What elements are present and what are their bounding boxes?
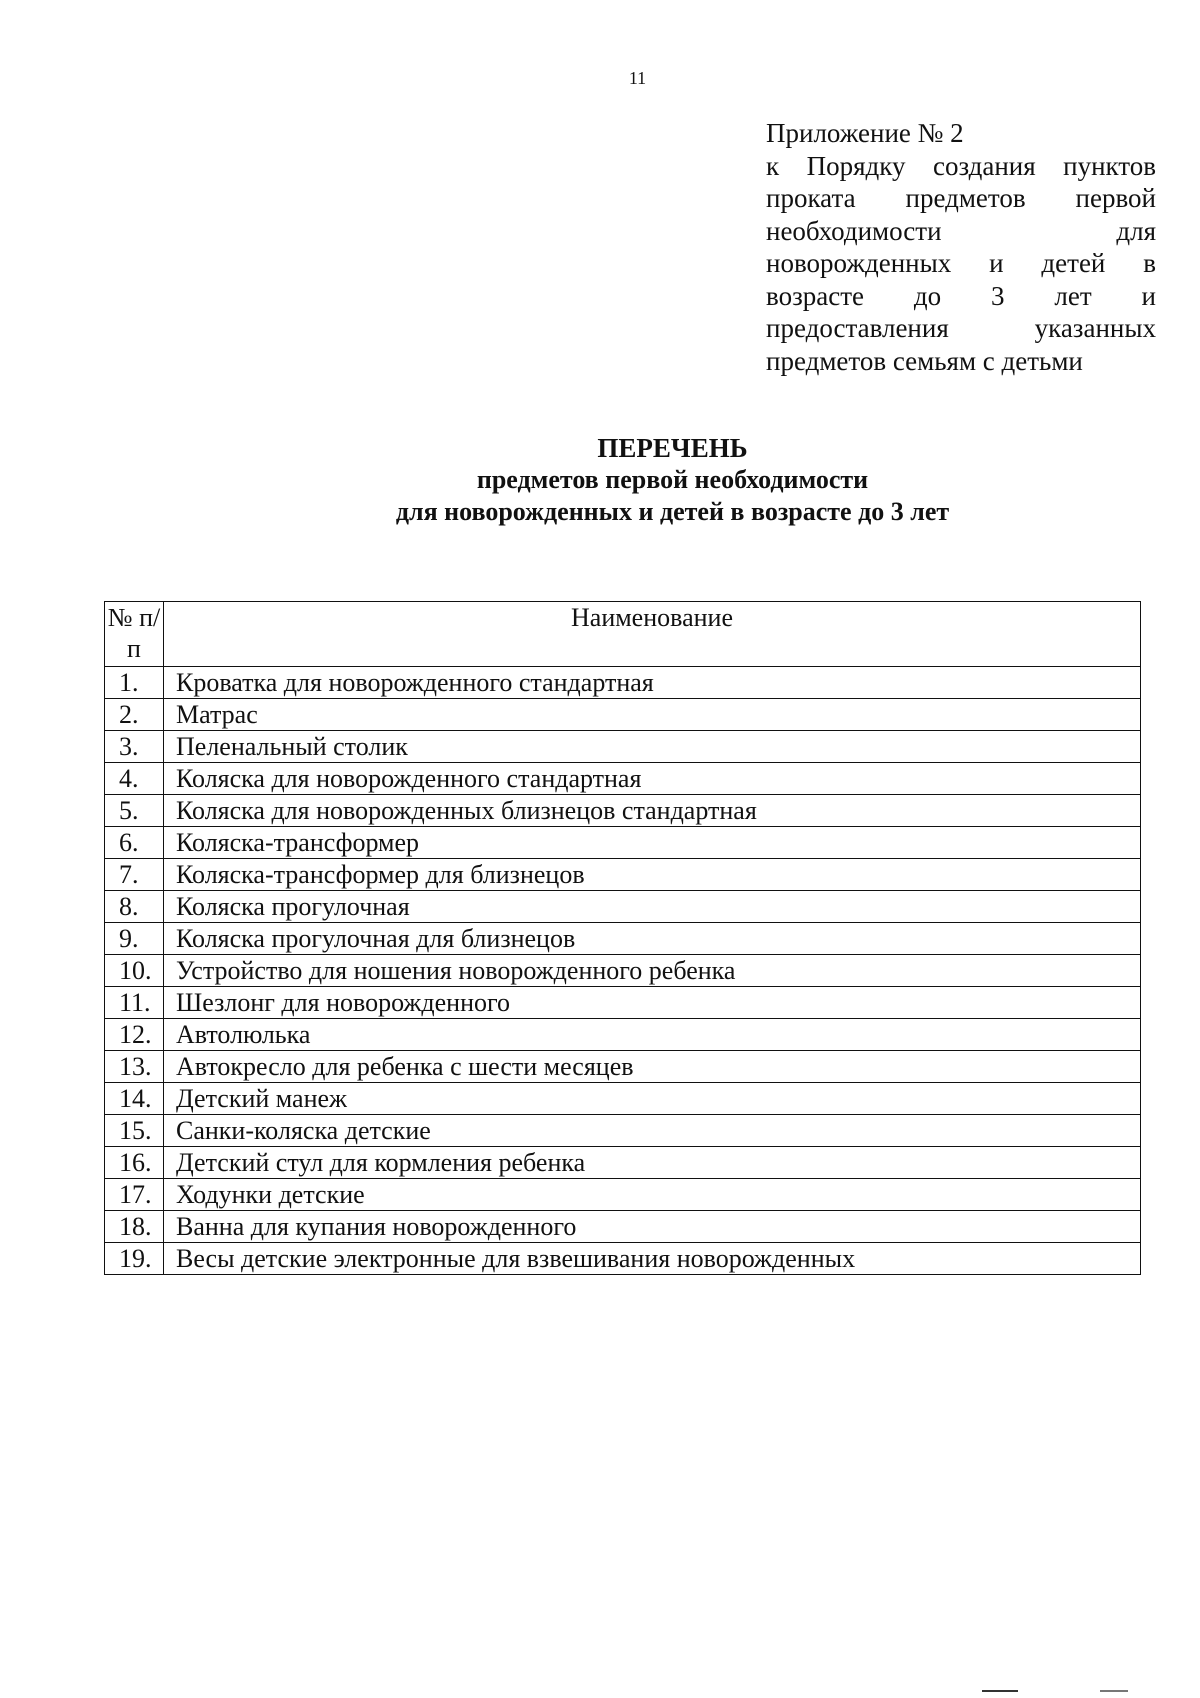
table-row xyxy=(105,1243,1141,1275)
row-number: 10. xyxy=(105,955,164,987)
row-number: 11. xyxy=(105,987,164,1019)
table-row xyxy=(105,987,1141,1019)
row-name: Детский манеж xyxy=(164,1083,1141,1115)
table-row xyxy=(105,763,1141,795)
scan-mark xyxy=(982,1690,1018,1692)
appendix-line: проката предметов первой xyxy=(766,183,1156,213)
heading-title: ПЕРЕЧЕНЬ xyxy=(597,433,748,463)
appendix-block xyxy=(766,117,1156,377)
appendix-line: новорожденных и детей в xyxy=(766,248,1156,278)
table-row xyxy=(105,859,1141,891)
row-number: 15. xyxy=(105,1115,164,1147)
row-number: 19. xyxy=(105,1243,164,1275)
row-number: 8. xyxy=(105,891,164,923)
row-name: Матрас xyxy=(164,699,1141,731)
row-name: Ванна для купания новорожденного xyxy=(164,1211,1141,1243)
appendix-title: Приложение № 2 xyxy=(766,118,964,148)
table-row xyxy=(105,667,1141,699)
heading-subtitle: предметов первой необходимости xyxy=(476,465,869,494)
document-heading xyxy=(0,432,1200,528)
row-number: 5. xyxy=(105,795,164,827)
scan-mark xyxy=(1100,1690,1128,1692)
row-number: 18. xyxy=(105,1211,164,1243)
table-row xyxy=(105,1019,1141,1051)
table-row xyxy=(105,955,1141,987)
row-name: Автолюлька xyxy=(164,1019,1141,1051)
table-row xyxy=(105,1051,1141,1083)
table-row xyxy=(105,1211,1141,1243)
column-header-number: № п/п xyxy=(105,602,164,667)
row-name: Шезлонг для новорожденного xyxy=(164,987,1141,1019)
page-number: 11 xyxy=(628,68,647,88)
row-number: 14. xyxy=(105,1083,164,1115)
row-number: 16. xyxy=(105,1147,164,1179)
row-number: 3. xyxy=(105,731,164,763)
appendix-line: предоставления указанных xyxy=(766,313,1156,343)
table-row xyxy=(105,1115,1141,1147)
row-name: Кроватка для новорожденного стандартная xyxy=(164,667,1141,699)
heading-subtitle: для новорожденных и детей в возрасте до 3 лет xyxy=(395,497,950,526)
row-name: Ходунки детские xyxy=(164,1179,1141,1211)
row-number: 13. xyxy=(105,1051,164,1083)
table-row xyxy=(105,891,1141,923)
row-number: 4. xyxy=(105,763,164,795)
row-number: 7. xyxy=(105,859,164,891)
appendix-line: необходимости для xyxy=(766,215,1156,246)
row-name: Коляска-трансформер xyxy=(164,827,1141,859)
table-row xyxy=(105,795,1141,827)
column-header-name: Наименование xyxy=(164,602,1141,667)
appendix-line: возрасте до 3 лет и xyxy=(766,280,1156,311)
row-number: 17. xyxy=(105,1179,164,1211)
row-name: Коляска прогулочная xyxy=(164,891,1141,923)
table-row xyxy=(105,827,1141,859)
row-name: Коляска-трансформер для близнецов xyxy=(164,859,1141,891)
table-row xyxy=(105,923,1141,955)
row-number: 6. xyxy=(105,827,164,859)
row-name: Коляска для новорожденных близнецов стандартная xyxy=(164,795,1141,827)
items-table xyxy=(104,601,1141,1275)
row-number: 2. xyxy=(105,699,164,731)
table-row xyxy=(105,1179,1141,1211)
row-name: Весы детские электронные для взвешивания новорожденных xyxy=(164,1243,1141,1275)
appendix-line: к Порядку создания пунктов xyxy=(766,150,1156,181)
row-name: Санки-коляска детские xyxy=(164,1115,1141,1147)
appendix-line: предметов семьям с детьми xyxy=(766,345,1083,376)
row-name: Детский стул для кормления ребенка xyxy=(164,1147,1141,1179)
row-number: 1. xyxy=(105,667,164,699)
row-name: Устройство для ношения новорожденного ребенка xyxy=(164,955,1141,987)
row-name: Коляска прогулочная для близнецов xyxy=(164,923,1141,955)
row-number: 9. xyxy=(105,923,164,955)
row-name: Автокресло для ребенка с шести месяцев xyxy=(164,1051,1141,1083)
table-header-row xyxy=(105,602,1141,667)
row-number: 12. xyxy=(105,1019,164,1051)
table-row xyxy=(105,699,1141,731)
row-name: Пеленальный столик xyxy=(164,731,1141,763)
row-name: Коляска для новорожденного стандартная xyxy=(164,763,1141,795)
table-row xyxy=(105,731,1141,763)
table-row xyxy=(105,1083,1141,1115)
table-row xyxy=(105,1147,1141,1179)
